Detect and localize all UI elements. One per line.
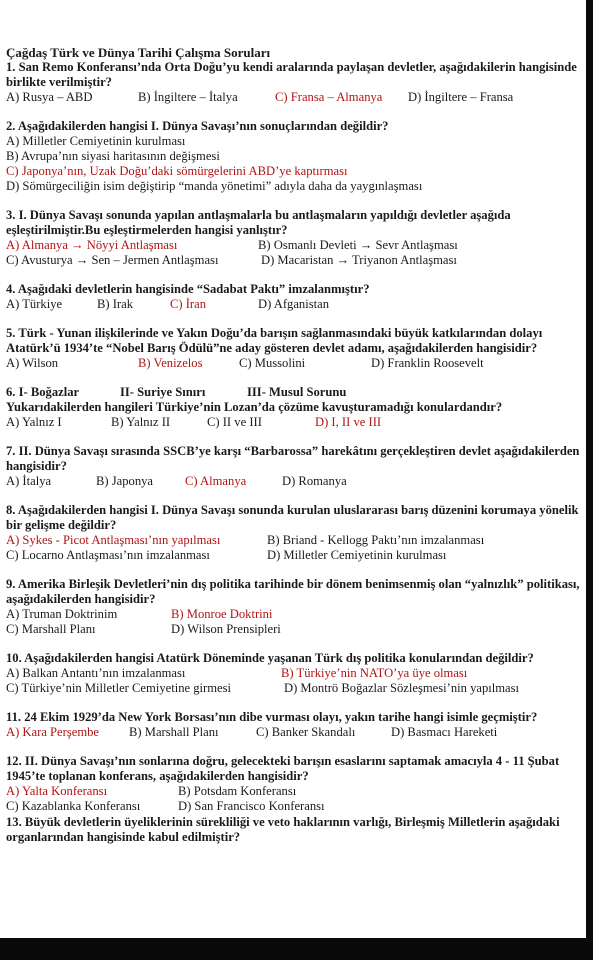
option-d: D) Sömürgeciliğin isim değiştirip “manda yönetimi” adıyla daha da yaygınlaşması bbox=[6, 179, 423, 193]
question-10 bbox=[6, 651, 580, 696]
option-b: B) Japonya bbox=[96, 474, 154, 488]
option-d: D) Milletler Cemiyetinin kurulması bbox=[267, 548, 447, 562]
question-text: 2. Aşağıdakilerden hangisi I. Dünya Savaşı’nın sonuçlarından değildir? bbox=[6, 119, 389, 133]
options-row bbox=[6, 784, 580, 799]
option-a: A) Türkiye bbox=[6, 297, 63, 311]
options-row bbox=[6, 799, 580, 814]
option-d: D) Montrö Boğazlar Sözleşmesi’nin yapılması bbox=[284, 681, 520, 695]
option-d: D) Basmacı Hareketi bbox=[391, 725, 498, 739]
option-c: C) Mussolini bbox=[239, 356, 306, 370]
question-text: 4. Aşağıdaki devletlerin hangisinde “Sadabat Paktı” imzalanmıştır? bbox=[6, 282, 370, 296]
item-iii: III- Musul Sorunu bbox=[247, 385, 347, 399]
option-b: B) Irak bbox=[97, 297, 134, 311]
question-13 bbox=[6, 815, 580, 845]
option-d-correct: D) I, II ve III bbox=[315, 415, 382, 429]
question-12 bbox=[6, 754, 580, 814]
option-d: D) Macaristan → Triyanon Antlaşması bbox=[261, 253, 457, 267]
options-row bbox=[6, 253, 580, 268]
option-b-correct: B) Monroe Doktrini bbox=[171, 607, 273, 621]
options-row bbox=[6, 474, 580, 489]
option-c: C) Banker Skandalı bbox=[256, 725, 356, 739]
options-row bbox=[6, 533, 580, 548]
question-text: 8. Aşağıdakilerden hangisi I. Dünya Savaşı sonunda kurulan uluslararası barış düzenini korumaya yönelik bir gelişme değildir? bbox=[6, 503, 579, 532]
option-a: A) Wilson bbox=[6, 356, 59, 370]
question-text: 7. II. Dünya Savaşı sırasında SSCB’ye karşı “Barbarossa” harekâtını gerçekleştiren devlet aşağıdakilerden hangisidir? bbox=[6, 444, 580, 473]
option-d: D) San Francisco Konferansı bbox=[178, 799, 325, 813]
question-8 bbox=[6, 503, 580, 563]
option-b-correct: B) Venizelos bbox=[138, 356, 203, 370]
document-content bbox=[6, 45, 580, 845]
options-row bbox=[6, 681, 580, 696]
question-11 bbox=[6, 710, 580, 740]
item-i: 6. I- Boğazlar bbox=[6, 385, 80, 399]
question-text: 12. II. Dünya Savaşı’nın sonlarına doğru, gelecekteki barışın esaslarını saptamak amacıyla 4 - 11 Şubat 1945’te toplanan konferans, aşağıdakilerden hangisidir? bbox=[6, 754, 560, 783]
options-row bbox=[6, 666, 580, 681]
option-d: D) Afganistan bbox=[258, 297, 329, 311]
options-row bbox=[6, 548, 580, 563]
item-ii: II- Suriye Sınırı bbox=[120, 385, 206, 399]
option-a-correct: A) Yalta Konferansı bbox=[6, 784, 108, 798]
option-b: B) İngiltere – İtalya bbox=[138, 90, 238, 104]
option-c: C) Marshall Planı bbox=[6, 622, 96, 636]
option-c: C) Avusturya → Sen – Jermen Antlaşması bbox=[6, 253, 219, 267]
option-d: D) İngiltere – Fransa bbox=[408, 90, 514, 104]
option-a-correct: A) Kara Perşembe bbox=[6, 725, 100, 739]
option-b: B) Yalnız II bbox=[111, 415, 171, 429]
option-c-correct: C) Fransa – Almanya bbox=[275, 90, 383, 104]
question-2 bbox=[6, 119, 580, 194]
question-text: 5. Türk - Yunan ilişkilerinde ve Yakın Doğu’da barışın sağlanmasındaki büyük katkılarından dolayı Atatürk’ü 1934’te “Nobel Barış Ödülü”ne aday gösteren devlet adamı, aşağıdakilerden hangisidir? bbox=[6, 326, 543, 355]
option-b: B) Briand - Kellogg Paktı’nın imzalanması bbox=[267, 533, 485, 547]
option-c: C) Kazablanka Konferansı bbox=[6, 799, 141, 813]
option-a: A) Rusya – ABD bbox=[6, 90, 93, 104]
option-a: A) Balkan Antantı’nın imzalanması bbox=[6, 666, 186, 680]
options-row bbox=[6, 415, 580, 430]
question-text: 13. Büyük devletlerin üyeliklerinin sürekliliği ve veto haklarının varlığı, Birleşmiş Milletlerin aşağıdaki organlarından hangisinde kabul edilmiştir? bbox=[6, 815, 560, 844]
option-a: A) Milletler Cemiyetinin kurulması bbox=[6, 134, 186, 148]
roman-numeral-items bbox=[6, 385, 580, 400]
option-b: B) Potsdam Konferansı bbox=[178, 784, 297, 798]
document-title: Çağdaş Türk ve Dünya Tarihi Çalışma Soruları bbox=[6, 45, 271, 60]
option-a-correct: A) Sykes - Picot Antlaşması’nın yapılması bbox=[6, 533, 221, 547]
question-9 bbox=[6, 577, 580, 637]
option-c: C) II ve III bbox=[207, 415, 262, 429]
option-b-correct: B) Türkiye’nin NATO’ya üye olması bbox=[281, 666, 468, 680]
option-d: D) Franklin Roosevelt bbox=[371, 356, 484, 370]
option-a: A) Yalnız I bbox=[6, 415, 62, 429]
question-1 bbox=[6, 60, 580, 105]
question-6 bbox=[6, 385, 580, 430]
options-row bbox=[6, 297, 580, 312]
options-row bbox=[6, 238, 580, 253]
option-c: C) Türkiye’nin Milletler Cemiyetine girmesi bbox=[6, 681, 232, 695]
option-b: B) Avrupa’nın siyasi haritasının değişmesi bbox=[6, 149, 220, 163]
question-text: 3. I. Dünya Savaşı sonunda yapılan antlaşmalarla bu antlaşmaların yapıldığı devletler aşağıda eşleştirilmiştir.Bu eşleştirmelerden hangisi yanlıştır? bbox=[6, 208, 511, 237]
options-row bbox=[6, 356, 580, 371]
option-a-correct: A) Almanya → Nöyyi Antlaşması bbox=[6, 238, 178, 252]
question-text: Yukarıdakilerden hangileri Türkiye’nin Lozan’da çözüme kavuşturamadığı konulardandır? bbox=[6, 400, 503, 414]
options-row bbox=[6, 622, 580, 637]
question-text: 10. Aşağıdakilerden hangisi Atatürk Döneminde yaşanan Türk dış politika konularından değildir? bbox=[6, 651, 534, 665]
option-c-correct: C) İran bbox=[170, 297, 207, 311]
options-row bbox=[6, 607, 580, 622]
question-7 bbox=[6, 444, 580, 489]
question-text: 9. Amerika Birleşik Devletleri’nin dış politika tarihinde bir dönem benimsenmiş olan “yalnızlık” politikası, aşağıdakilerden hangisidir? bbox=[6, 577, 580, 606]
option-c-correct: C) Japonya’nın, Uzak Doğu’daki sömürgelerini ABD’ye kaptırması bbox=[6, 164, 348, 178]
option-c-correct: C) Almanya bbox=[185, 474, 247, 488]
question-text: 11. 24 Ekim 1929’da New York Borsası’nın dibe vurması olayı, yakın tarihe hangi isimle geçmiştir? bbox=[6, 710, 538, 724]
option-b: B) Osmanlı Devleti → Sevr Antlaşması bbox=[258, 238, 458, 252]
option-c: C) Locarno Antlaşması’nın imzalanması bbox=[6, 548, 210, 562]
option-d: D) Wilson Prensipleri bbox=[171, 622, 281, 636]
question-text: 1. San Remo Konferansı’nda Orta Doğu’yu kendi aralarında paylaşan devletler, aşağıdakilerin hangisinde birlikte verilmiştir? bbox=[6, 60, 577, 89]
option-d: D) Romanya bbox=[282, 474, 347, 488]
question-5 bbox=[6, 326, 580, 371]
question-3 bbox=[6, 208, 580, 268]
options-row bbox=[6, 725, 580, 740]
question-4 bbox=[6, 282, 580, 312]
option-b: B) Marshall Planı bbox=[129, 725, 219, 739]
option-a: A) Truman Doktrinim bbox=[6, 607, 118, 621]
option-a: A) İtalya bbox=[6, 474, 52, 488]
options-row bbox=[6, 90, 580, 105]
